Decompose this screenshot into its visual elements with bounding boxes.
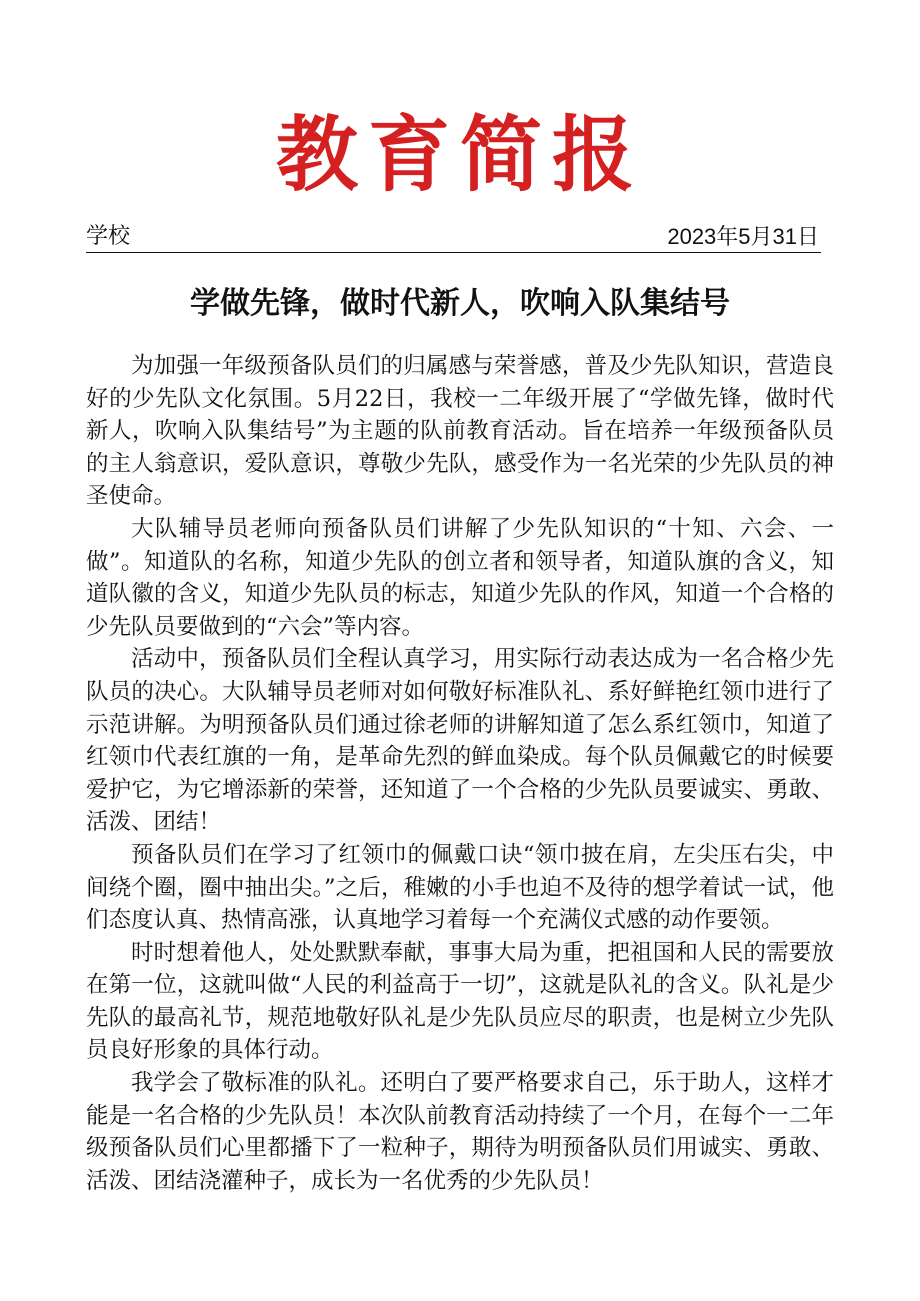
dateline (86, 222, 821, 253)
article-body (86, 350, 834, 1197)
school-label: 学校 (86, 224, 131, 249)
article-paragraph: 为加强一年级预备队员们的归属感与荣誉感，普及少先队知识，营造良好的少先队文化氛围。5月22日，我校一二年级开展了“学做先锋，做时代新人，吹响入队集结号”为主题的队前教育活动。旨在培养一年级预备队员的主人翁意识，爱队意识，尊敬少先队，感受作为一名光荣的少先队员的神圣使命。 (86, 353, 834, 510)
article-paragraph: 我学会了敬标准的队礼。还明白了要严格要求自己，乐于助人，这样才能是一名合格的少先队员！本次队前教育活动持续了一个月，在每个一二年级预备队员们心里都播下了一粒种子，期待为明预备队员们用诚实、勇敢、活泼、团结浇灌种子，成长为一名优秀的少先队员！ (86, 1070, 834, 1194)
article-headline: 学做先锋，做时代新人，吹响入队集结号 (190, 286, 730, 321)
article-paragraph: 大队辅导员老师向预备队员们讲解了少先队知识的“十知、六会、一做”。知道队的名称，知道少先队的创立者和领导者，知道队旗的含义，知道队徽的含义，知道少先队员的标志，知道少先队的作风，知道一个合格的少先队员要做到的“六会”等内容。 (86, 515, 834, 640)
masthead-title: 教育简报 (275, 107, 644, 203)
article-paragraph: 预备队员们在学习了红领巾的佩戴口诀“领巾披在肩，左尖压右尖，中间绕个圈，圈中抽出尖。”之后，稚嫩的小手也迫不及待的想学着试一试，他们态度认真、热情高涨，认真地学习着每一个充满仪式感的动作要领。 (86, 841, 834, 934)
article-paragraph: 时时想着他人，处处默默奉献，事事大局为重，把祖国和人民的需要放在第一位，这就叫做“人民的利益高于一切”，这就是队礼的含义。队礼是少先队的最高礼节，规范地敬好队礼是少先队员应尽的职责，也是树立少先队员良好形象的具体行动。 (86, 939, 834, 1064)
article-paragraph: 活动中，预备队员们全程认真学习，用实际行动表达成为一名合格少先队员的决心。大队辅导员老师对如何敬好标准队礼、系好鲜艳红领巾进行了示范讲解。为明预备队员们通过徐老师的讲解知道了怎么系红领巾，知道了红领巾代表红旗的一角，是革命先烈的鲜血染成。每个队员佩戴它的时候要爱护它，为它增添新的荣誉，还知道了一个合格的少先队员要诚实、勇敢、活泼、团结！ (86, 646, 834, 836)
publish-date: 2023年5月31日 (667, 224, 819, 249)
